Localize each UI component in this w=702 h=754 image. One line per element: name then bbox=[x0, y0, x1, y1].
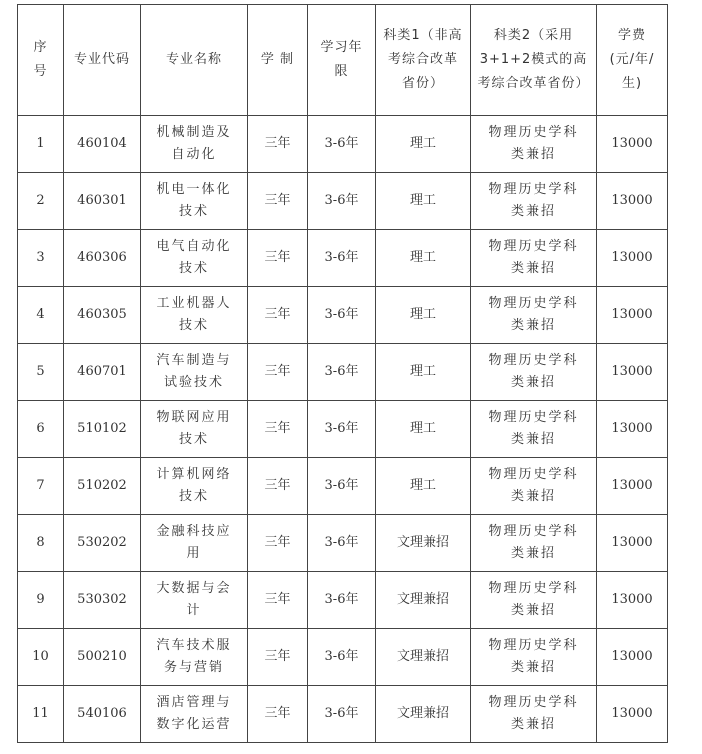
cell-years-text: 3-6年 bbox=[324, 421, 359, 436]
cell-system-text: 三年 bbox=[264, 364, 291, 379]
header-name-text: 专业名称 bbox=[165, 52, 222, 67]
header-years-text: 学习年限 bbox=[320, 40, 363, 79]
cell-name bbox=[141, 572, 248, 629]
cell-system-text: 三年 bbox=[264, 136, 291, 151]
cell-subject2-text: 物理历史学科类兼招 bbox=[488, 524, 579, 561]
cell-years bbox=[308, 344, 376, 401]
cell-seq bbox=[18, 686, 64, 743]
cell-fee-text: 13000 bbox=[611, 421, 653, 436]
cell-fee bbox=[597, 572, 668, 629]
cell-code bbox=[64, 173, 141, 230]
cell-system bbox=[248, 116, 308, 173]
cell-subject2 bbox=[471, 173, 597, 230]
cell-system bbox=[248, 344, 308, 401]
cell-seq-text: 6 bbox=[36, 421, 45, 436]
cell-subject2 bbox=[471, 458, 597, 515]
header-seq bbox=[18, 5, 64, 116]
cell-name-text: 汽车技术服务与营销 bbox=[156, 638, 232, 675]
table-row bbox=[18, 458, 668, 515]
cell-subject1-text: 理工 bbox=[409, 250, 436, 265]
cell-fee bbox=[597, 173, 668, 230]
cell-seq bbox=[18, 458, 64, 515]
cell-subject2-text: 物理历史学科类兼招 bbox=[488, 353, 579, 390]
cell-subject2 bbox=[471, 686, 597, 743]
cell-name-text: 机电一体化技术 bbox=[156, 182, 232, 219]
cell-name bbox=[141, 116, 248, 173]
cell-fee-text: 13000 bbox=[611, 535, 653, 550]
cell-years bbox=[308, 401, 376, 458]
cell-name-text: 物联网应用技术 bbox=[156, 410, 232, 447]
cell-system-text: 三年 bbox=[264, 250, 291, 265]
cell-years-text: 3-6年 bbox=[324, 364, 359, 379]
table-row bbox=[18, 230, 668, 287]
cell-subject2 bbox=[471, 572, 597, 629]
cell-system-text: 三年 bbox=[264, 193, 291, 208]
cell-subject1 bbox=[376, 458, 471, 515]
cell-subject1-text: 文理兼招 bbox=[396, 535, 449, 550]
cell-system bbox=[248, 287, 308, 344]
cell-name-text: 汽车制造与试验技术 bbox=[156, 353, 232, 390]
cell-years-text: 3-6年 bbox=[324, 193, 359, 208]
cell-fee-text: 13000 bbox=[611, 136, 653, 151]
header-seq-text: 序号 bbox=[33, 40, 48, 79]
cell-fee bbox=[597, 116, 668, 173]
cell-code-text: 460701 bbox=[77, 364, 127, 379]
cell-seq bbox=[18, 572, 64, 629]
cell-fee bbox=[597, 686, 668, 743]
cell-name bbox=[141, 344, 248, 401]
cell-name bbox=[141, 686, 248, 743]
cell-name-text: 计算机网络技术 bbox=[156, 467, 232, 504]
cell-years-text: 3-6年 bbox=[324, 649, 359, 664]
cell-subject1-text: 理工 bbox=[409, 136, 436, 151]
cell-system bbox=[248, 686, 308, 743]
cell-name bbox=[141, 515, 248, 572]
cell-subject1 bbox=[376, 344, 471, 401]
cell-fee bbox=[597, 230, 668, 287]
cell-name-text: 机械制造及自动化 bbox=[156, 125, 232, 162]
header-subject1-text: 科类1（非高考综合改革省份） bbox=[383, 28, 463, 91]
cell-subject1 bbox=[376, 572, 471, 629]
header-years bbox=[308, 5, 376, 116]
cell-subject2-text: 物理历史学科类兼招 bbox=[488, 239, 579, 276]
header-subject1 bbox=[376, 5, 471, 116]
cell-years-text: 3-6年 bbox=[324, 535, 359, 550]
header-fee bbox=[597, 5, 668, 116]
cell-code-text: 530202 bbox=[77, 535, 127, 550]
cell-seq-text: 8 bbox=[36, 535, 45, 550]
cell-subject2 bbox=[471, 116, 597, 173]
cell-fee-text: 13000 bbox=[611, 250, 653, 265]
cell-subject2 bbox=[471, 629, 597, 686]
table-row bbox=[18, 173, 668, 230]
cell-fee bbox=[597, 629, 668, 686]
cell-subject1 bbox=[376, 515, 471, 572]
cell-subject1-text: 文理兼招 bbox=[396, 649, 449, 664]
cell-seq-text: 3 bbox=[36, 250, 45, 265]
cell-subject1 bbox=[376, 629, 471, 686]
cell-system-text: 三年 bbox=[264, 478, 291, 493]
cell-seq bbox=[18, 173, 64, 230]
cell-seq bbox=[18, 629, 64, 686]
cell-subject1 bbox=[376, 686, 471, 743]
cell-fee bbox=[597, 287, 668, 344]
header-subject2 bbox=[471, 5, 597, 116]
cell-name-text: 金融科技应用 bbox=[156, 524, 232, 561]
cell-seq-text: 9 bbox=[36, 592, 45, 607]
cell-years bbox=[308, 572, 376, 629]
cell-seq-text: 10 bbox=[32, 649, 49, 664]
cell-code bbox=[64, 629, 141, 686]
cell-code bbox=[64, 515, 141, 572]
table-row bbox=[18, 629, 668, 686]
cell-system bbox=[248, 629, 308, 686]
majors-table bbox=[17, 4, 668, 743]
cell-fee-text: 13000 bbox=[611, 193, 653, 208]
cell-years bbox=[308, 458, 376, 515]
cell-subject1-text: 理工 bbox=[409, 478, 436, 493]
cell-name bbox=[141, 629, 248, 686]
cell-code-text: 460301 bbox=[77, 193, 127, 208]
cell-code bbox=[64, 344, 141, 401]
cell-years-text: 3-6年 bbox=[324, 706, 359, 721]
cell-seq-text: 4 bbox=[36, 307, 45, 322]
cell-fee bbox=[597, 401, 668, 458]
cell-years bbox=[308, 515, 376, 572]
header-system bbox=[248, 5, 308, 116]
table-row bbox=[18, 287, 668, 344]
cell-years bbox=[308, 116, 376, 173]
cell-code-text: 460104 bbox=[77, 136, 127, 151]
cell-name-text: 工业机器人技术 bbox=[156, 296, 232, 333]
cell-subject2 bbox=[471, 287, 597, 344]
cell-seq bbox=[18, 344, 64, 401]
cell-name bbox=[141, 458, 248, 515]
cell-years-text: 3-6年 bbox=[324, 307, 359, 322]
cell-code bbox=[64, 230, 141, 287]
table-row bbox=[18, 116, 668, 173]
cell-subject2-text: 物理历史学科类兼招 bbox=[488, 182, 579, 219]
cell-seq-text: 11 bbox=[32, 706, 49, 721]
cell-system-text: 三年 bbox=[264, 535, 291, 550]
cell-name bbox=[141, 287, 248, 344]
cell-system bbox=[248, 515, 308, 572]
cell-system-text: 三年 bbox=[264, 421, 291, 436]
cell-seq-text: 7 bbox=[36, 478, 45, 493]
header-name bbox=[141, 5, 248, 116]
cell-subject1-text: 文理兼招 bbox=[396, 592, 449, 607]
cell-code-text: 510202 bbox=[77, 478, 127, 493]
cell-subject2-text: 物理历史学科类兼招 bbox=[488, 467, 579, 504]
cell-subject1-text: 文理兼招 bbox=[396, 706, 449, 721]
cell-years-text: 3-6年 bbox=[324, 478, 359, 493]
cell-subject2 bbox=[471, 401, 597, 458]
cell-code-text: 460305 bbox=[77, 307, 127, 322]
cell-subject2 bbox=[471, 515, 597, 572]
table-row bbox=[18, 686, 668, 743]
table-row bbox=[18, 401, 668, 458]
cell-name bbox=[141, 401, 248, 458]
cell-fee-text: 13000 bbox=[611, 478, 653, 493]
cell-subject1-text: 理工 bbox=[409, 421, 436, 436]
cell-subject2 bbox=[471, 344, 597, 401]
cell-seq bbox=[18, 515, 64, 572]
cell-subject2-text: 物理历史学科类兼招 bbox=[488, 581, 579, 618]
cell-seq-text: 1 bbox=[36, 136, 45, 151]
cell-system bbox=[248, 230, 308, 287]
cell-name bbox=[141, 230, 248, 287]
cell-code-text: 540106 bbox=[77, 706, 127, 721]
cell-code bbox=[64, 287, 141, 344]
cell-seq bbox=[18, 116, 64, 173]
cell-subject1-text: 理工 bbox=[409, 193, 436, 208]
cell-code bbox=[64, 116, 141, 173]
cell-years bbox=[308, 629, 376, 686]
table-row bbox=[18, 515, 668, 572]
cell-code-text: 460306 bbox=[77, 250, 127, 265]
cell-fee-text: 13000 bbox=[611, 592, 653, 607]
cell-system bbox=[248, 572, 308, 629]
cell-code bbox=[64, 401, 141, 458]
cell-seq bbox=[18, 287, 64, 344]
cell-system-text: 三年 bbox=[264, 706, 291, 721]
cell-system-text: 三年 bbox=[264, 649, 291, 664]
cell-code-text: 500210 bbox=[77, 649, 127, 664]
cell-years bbox=[308, 287, 376, 344]
cell-subject2-text: 物理历史学科类兼招 bbox=[488, 410, 579, 447]
cell-code bbox=[64, 572, 141, 629]
cell-system-text: 三年 bbox=[264, 592, 291, 607]
cell-years bbox=[308, 230, 376, 287]
header-fee-text: 学费(元/年/生) bbox=[609, 28, 655, 91]
cell-name-text: 酒店管理与数字化运营 bbox=[156, 695, 232, 732]
cell-seq bbox=[18, 230, 64, 287]
cell-name-text: 电气自动化技术 bbox=[156, 239, 232, 276]
cell-years-text: 3-6年 bbox=[324, 592, 359, 607]
cell-code-text: 510102 bbox=[77, 421, 127, 436]
cell-fee bbox=[597, 344, 668, 401]
cell-years bbox=[308, 686, 376, 743]
header-code bbox=[64, 5, 141, 116]
cell-subject2-text: 物理历史学科类兼招 bbox=[488, 638, 579, 675]
cell-years-text: 3-6年 bbox=[324, 136, 359, 151]
header-code-text: 专业代码 bbox=[73, 52, 130, 67]
cell-fee-text: 13000 bbox=[611, 364, 653, 379]
cell-subject1 bbox=[376, 116, 471, 173]
header-subject2-text: 科类2（采用3+1+2模式的高考综合改革省份） bbox=[477, 28, 590, 91]
cell-fee-text: 13000 bbox=[611, 307, 653, 322]
cell-subject2-text: 物理历史学科类兼招 bbox=[488, 125, 579, 162]
cell-seq bbox=[18, 401, 64, 458]
cell-subject2 bbox=[471, 230, 597, 287]
cell-fee-text: 13000 bbox=[611, 706, 653, 721]
table-row bbox=[18, 344, 668, 401]
cell-code bbox=[64, 458, 141, 515]
cell-years bbox=[308, 173, 376, 230]
cell-subject1 bbox=[376, 173, 471, 230]
cell-seq-text: 5 bbox=[36, 364, 45, 379]
cell-subject1 bbox=[376, 230, 471, 287]
header-system-text: 学 制 bbox=[260, 52, 295, 67]
cell-system bbox=[248, 173, 308, 230]
cell-code-text: 530302 bbox=[77, 592, 127, 607]
cell-fee-text: 13000 bbox=[611, 649, 653, 664]
table-row bbox=[18, 572, 668, 629]
cell-subject2-text: 物理历史学科类兼招 bbox=[488, 296, 579, 333]
cell-subject1 bbox=[376, 401, 471, 458]
cell-name bbox=[141, 173, 248, 230]
cell-seq-text: 2 bbox=[36, 193, 45, 208]
cell-system bbox=[248, 458, 308, 515]
cell-name-text: 大数据与会计 bbox=[156, 581, 232, 618]
cell-years-text: 3-6年 bbox=[324, 250, 359, 265]
cell-subject1-text: 理工 bbox=[409, 364, 436, 379]
cell-system bbox=[248, 401, 308, 458]
cell-fee bbox=[597, 458, 668, 515]
cell-subject2-text: 物理历史学科类兼招 bbox=[488, 695, 579, 732]
cell-fee bbox=[597, 515, 668, 572]
cell-subject1-text: 理工 bbox=[409, 307, 436, 322]
cell-system-text: 三年 bbox=[264, 307, 291, 322]
cell-subject1 bbox=[376, 287, 471, 344]
header-row bbox=[18, 5, 668, 116]
cell-code bbox=[64, 686, 141, 743]
